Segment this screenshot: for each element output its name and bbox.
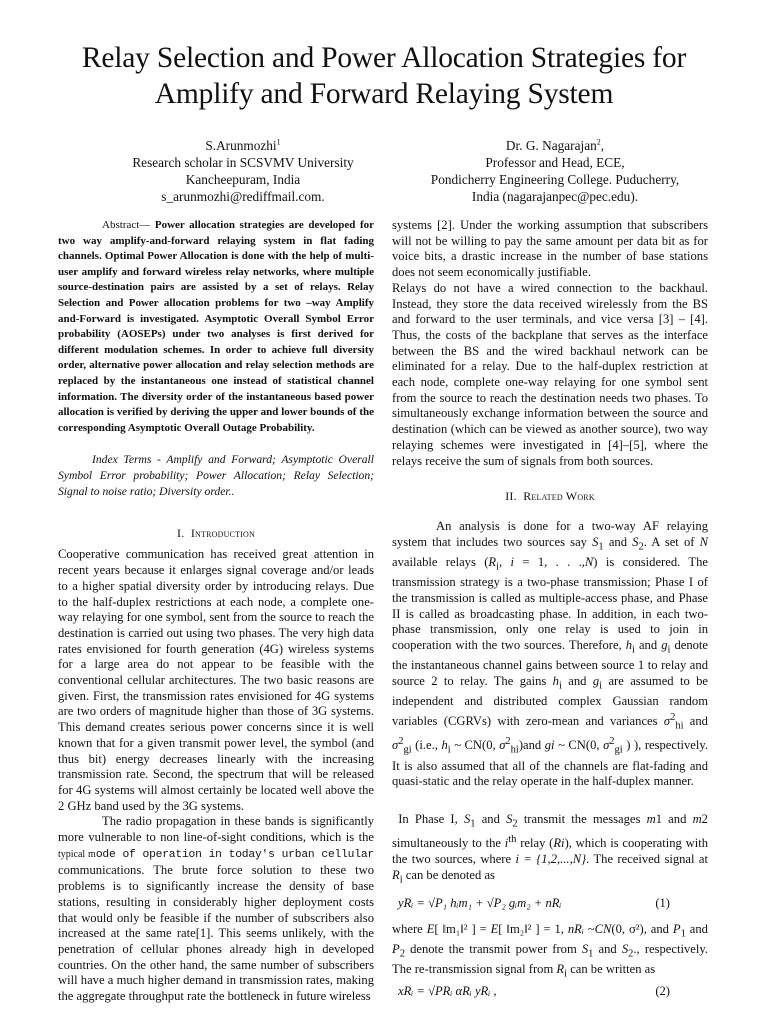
text-run: and [568, 673, 587, 688]
symbol: σ [663, 713, 671, 728]
section-heading-introduction [58, 526, 374, 542]
author-affiliation-line: Professor and Head, ECE, [485, 155, 625, 170]
subscript: i [599, 680, 603, 692]
symbol: h [441, 738, 448, 753]
text-run: )and [518, 738, 542, 753]
symbol: gi [544, 738, 555, 753]
symbol: N [584, 554, 594, 569]
symbol: S [463, 811, 471, 826]
abstract-text: Power allocation strategies are developed for two way amplify-and-forward relaying system in flat fading channels. Optimal Power Allocation is done with the help of multi-user amplify and forward wireless relay networks, where multiple source-destination pairs are assisted by a set of relays. Relay Selection and Power allocation problems for two –way Amplify and-Forward is investigated. Asymptotic Overall Symbol Error probability (AOSEPs) under two analyses is first derived for different modulation schemes. In order to achieve full diversity order, alternative power allocation and relay selection methods are replaced by the instantaneous one instead of statistical channel information. The diversity order of the instantaneous based power allocation is verified by deriving the upper and lower bounds of the corresponding Asymptotic Overall Outage Probability. [58, 219, 375, 434]
intro-paragraph-1: Cooperative communication has received great attention in recent years because it enlarges signal coverage and/or leads to a higher spatial diversity order by introducing relays. Due to the half-duplex restrictions at each node, a complete one-way relaying for one symbol, sent from the source to reach the destination is carried out using two phases. The very high data rates envisioned for fourth generation (4G) wireless systems for a large area do not appear to be feasible with the conventional cellular architectures. The two basic reasons are given. First, the transmission rates envisioned for 4G systems are two orders of magnitude higher than those of 3G systems. This demand creates serious power concerns since it is well known that for a given transmit power level, the symbol (and thus bit) energy decreases linearly with the increasing transmission rate. Second, the spectrum that will be released for 4G systems will almost certainly be located well above the 2 GHz band used by the 3G systems. [58, 547, 374, 813]
author-affiliation-mark: 1 [276, 137, 281, 147]
author-affiliation-mark: 2 [596, 137, 601, 147]
text-run: ~ CN(0, [558, 738, 600, 753]
text-run: are assumed to be independent and distributed complex Gaussian random variables (CGRVs) with zero-mean and variances [392, 673, 709, 728]
superscript: 2 [505, 736, 511, 748]
symbol: σ [499, 738, 506, 753]
section-number: II. [505, 489, 517, 504]
subscript: 1 [598, 541, 604, 553]
superscript: 2 [609, 736, 615, 748]
symbol: R [488, 554, 497, 569]
subscript: i [399, 874, 403, 886]
text-run: denote the transmit power from [410, 941, 577, 956]
symbol: g [661, 637, 668, 652]
subscript: 2 [638, 541, 644, 553]
symbol: S [592, 534, 599, 549]
abstract-label: Abstract— [102, 219, 151, 231]
section-title: Introduction [190, 525, 255, 540]
author-email: s_arunmozhi@rediffmail.com. [161, 189, 325, 204]
related-paragraph-3 [392, 922, 708, 983]
symbol: m [692, 811, 702, 826]
related-paragraph-1 [392, 519, 708, 790]
symbol: S [581, 941, 589, 956]
author-block-1 [80, 137, 406, 205]
author-affiliation-line: Research scholar in SCSVMV University [132, 155, 354, 170]
right-paragraph-1: systems [2]. Under the working assumption that subscribers will not be willing to pay the same amount per data bit as for voice bits, a drastic increase in the number of base stations does not seem economically justifiable. [392, 218, 708, 280]
subscript: 1 [588, 948, 594, 960]
text-run: and [481, 811, 500, 826]
subscript: 2 [628, 948, 634, 960]
text-run: and [689, 921, 708, 936]
author-name-suffix: , [600, 138, 605, 153]
text-run: transmit the messages [523, 811, 641, 826]
index-terms-text: Amplify and Forward; Asymptotic Overall Symbol Error probability; Power Allocation; Relay Selection; Signal to noise ratio; Diversity order.. [58, 453, 374, 498]
text-run: and [638, 637, 658, 652]
intro-paragraph-2 [58, 814, 374, 1004]
symbol: P [672, 921, 681, 936]
text-run: An analysis is done for a two-way AF relaying system that includes two sources say [392, 518, 708, 549]
text-run: [ ‖m₁‖² ] = [434, 921, 487, 936]
symbol: g [592, 673, 600, 688]
section-heading-related-work [392, 489, 708, 505]
section-title: Related Work [523, 489, 595, 504]
symbol: nRᵢ [567, 921, 584, 936]
subscript: i [667, 644, 671, 656]
text-run: denote the instantaneous channel gains between source 1 to relay and source 2 to relay. The gains [392, 637, 709, 688]
symbol: σ [392, 738, 399, 753]
symbol: E [490, 921, 499, 936]
subscript: gi [614, 744, 623, 756]
subscript: gi [403, 744, 412, 756]
equation-2 [392, 984, 708, 1000]
text-run: (0, σ²), and [611, 921, 669, 936]
text-run: and [598, 941, 617, 956]
text-run: relay ( [520, 836, 554, 851]
subscript: 2 [512, 818, 518, 830]
text-run: where [392, 921, 423, 936]
symbol: N [699, 534, 708, 549]
text-run: 1 and [655, 811, 687, 826]
superscript: 2 [398, 736, 404, 748]
related-paragraph-2 [392, 812, 708, 888]
text-run: [ ‖m₂‖² ] = 1, [498, 921, 564, 936]
section-number: I. [177, 525, 185, 540]
text-run: ~ CN(0, [454, 738, 496, 753]
symbol: S [632, 534, 639, 549]
subscript: hi [675, 720, 684, 732]
intro-p2-typical: typical m [58, 848, 96, 860]
symbol: S [506, 811, 513, 826]
left-column [58, 218, 374, 1005]
equation-number: (1) [655, 896, 670, 910]
author-name: S.Arunmozhi [205, 138, 277, 153]
symbol: h [552, 673, 559, 688]
text-run: ) ), respectively. It is also assumed that all of the channels are flat-fading and quasi-static and the relay operate in the half-duplex manner. [392, 738, 708, 789]
subscript: i [564, 968, 568, 980]
subscript: i [632, 644, 635, 656]
equation-number: (2) [655, 984, 670, 999]
text-run: can be written as [570, 962, 656, 977]
superscript: th [508, 834, 517, 846]
text-run: ~ [583, 921, 595, 936]
symbol: Ri [553, 836, 565, 851]
symbol: i = {1,2,...,N} [515, 852, 587, 867]
subscript: 1 [470, 818, 476, 830]
intro-p2-mono: ode of operation in today's urban cellular [95, 848, 375, 861]
symbol: σ [603, 738, 610, 753]
intro-p2-rest: communications. The brute force solution to these two problems is to significantly increase the density of base stations, resulting in considerably higher deployment costs that would only be feasible if the number of subscribers also increased at the same rate[1]. This seems unlikely, with the penetration of cellular phones already high in developed countries. On the other hand, the same number of subscribers will have a much higher demand in transmission rates, making the aggregate throughput rate the bottleneck in future wireless [58, 863, 374, 1004]
text-run: can be denoted as [405, 867, 495, 882]
text-run: . The received signal at [586, 852, 708, 867]
symbol: E [426, 921, 435, 936]
symbol: h [625, 637, 633, 652]
symbol: CN [594, 921, 612, 936]
author-name: Dr. G. Nagarajan [505, 138, 597, 153]
subscript: i [558, 680, 562, 692]
subscript: 2 [399, 948, 405, 960]
subscript: 1 [680, 928, 686, 940]
text-run: and [608, 534, 627, 549]
subscript: i [496, 561, 500, 573]
text-run: ) is considered. The transmission strategy is a two-phase transmission; Phase I of the transmission is called as multiple-access phase, and Phase II is called as broadcasting phase. In addition, in each two-phase transmission, only one relay is used to join in cooperation with the two sources. Therefore, [392, 554, 708, 652]
author-email: India (nagarajanpec@pec.edu). [471, 189, 639, 204]
equation-1 [392, 896, 708, 912]
author-affiliation-line: Kancheepuram, India [185, 172, 301, 187]
author-block-2 [382, 137, 728, 205]
symbol: i [510, 554, 515, 569]
text-run: (i.e., [415, 738, 438, 753]
symbol: S [621, 941, 629, 956]
symbol: m [646, 811, 656, 826]
text-run: In Phase I, [398, 811, 458, 826]
equation-expression: xRᵢ = √PRᵢ αRᵢ yRᵢ , [398, 984, 497, 999]
text-run: ), which is cooperating with the two sources, where [392, 836, 708, 867]
paper-title: Relay Selection and Power Allocation Strategies for Amplify and Forward Relaying System [81, 42, 687, 110]
right-column [392, 218, 708, 1004]
text-run: and [689, 713, 708, 728]
intro-p2-start: The radio propagation in these bands is significantly more vulnerable to non line-of-sight conditions, which is the [58, 814, 374, 845]
symbol: P [392, 941, 400, 956]
subscript: i [447, 744, 451, 756]
symbol: R [392, 867, 400, 882]
index-terms [58, 452, 374, 499]
text-run: ., respectively. The re-transmission signal from [392, 941, 708, 977]
symbol: R [556, 962, 565, 977]
equation-expression: yRᵢ = √P₁ hᵢm₁ + √P₂ gᵢm₂ + nRᵢ [398, 896, 562, 910]
text-run: = 1, . . ., [522, 554, 585, 569]
text-run: . A set of [643, 534, 695, 549]
subscript: hi [510, 744, 519, 756]
text-run: , [499, 554, 503, 569]
index-terms-label: Index Terms - [92, 453, 161, 467]
text-run: available relays ( [392, 554, 489, 569]
abstract [58, 218, 374, 436]
symbol: i [504, 836, 509, 851]
superscript: 2 [670, 711, 676, 723]
right-paragraph-2: Relays do not have a wired connection to the backhaul. Instead, they store the data received wirelessly from the BS and forward to the user terminals, and vice versa [3] – [4]. Thus, the costs of the backplane that serves as the interface between the BS and the wired backhaul network can be eliminated for a relay. Due to the half-duplex restriction at each node, complete one-way relaying for one symbol sent from the source to reach the destination needs two phases. To simultaneously exchange information between the source and destination (which can be viewed as another source), two way relaying schemes were investigated in [4]–[5], where the relays receive the sum of signals from both sources. [392, 280, 708, 468]
text-run: 2 simultaneously to the [392, 811, 708, 851]
author-affiliation-line: Pondicherry Engineering College. Puducherry, [430, 172, 680, 187]
